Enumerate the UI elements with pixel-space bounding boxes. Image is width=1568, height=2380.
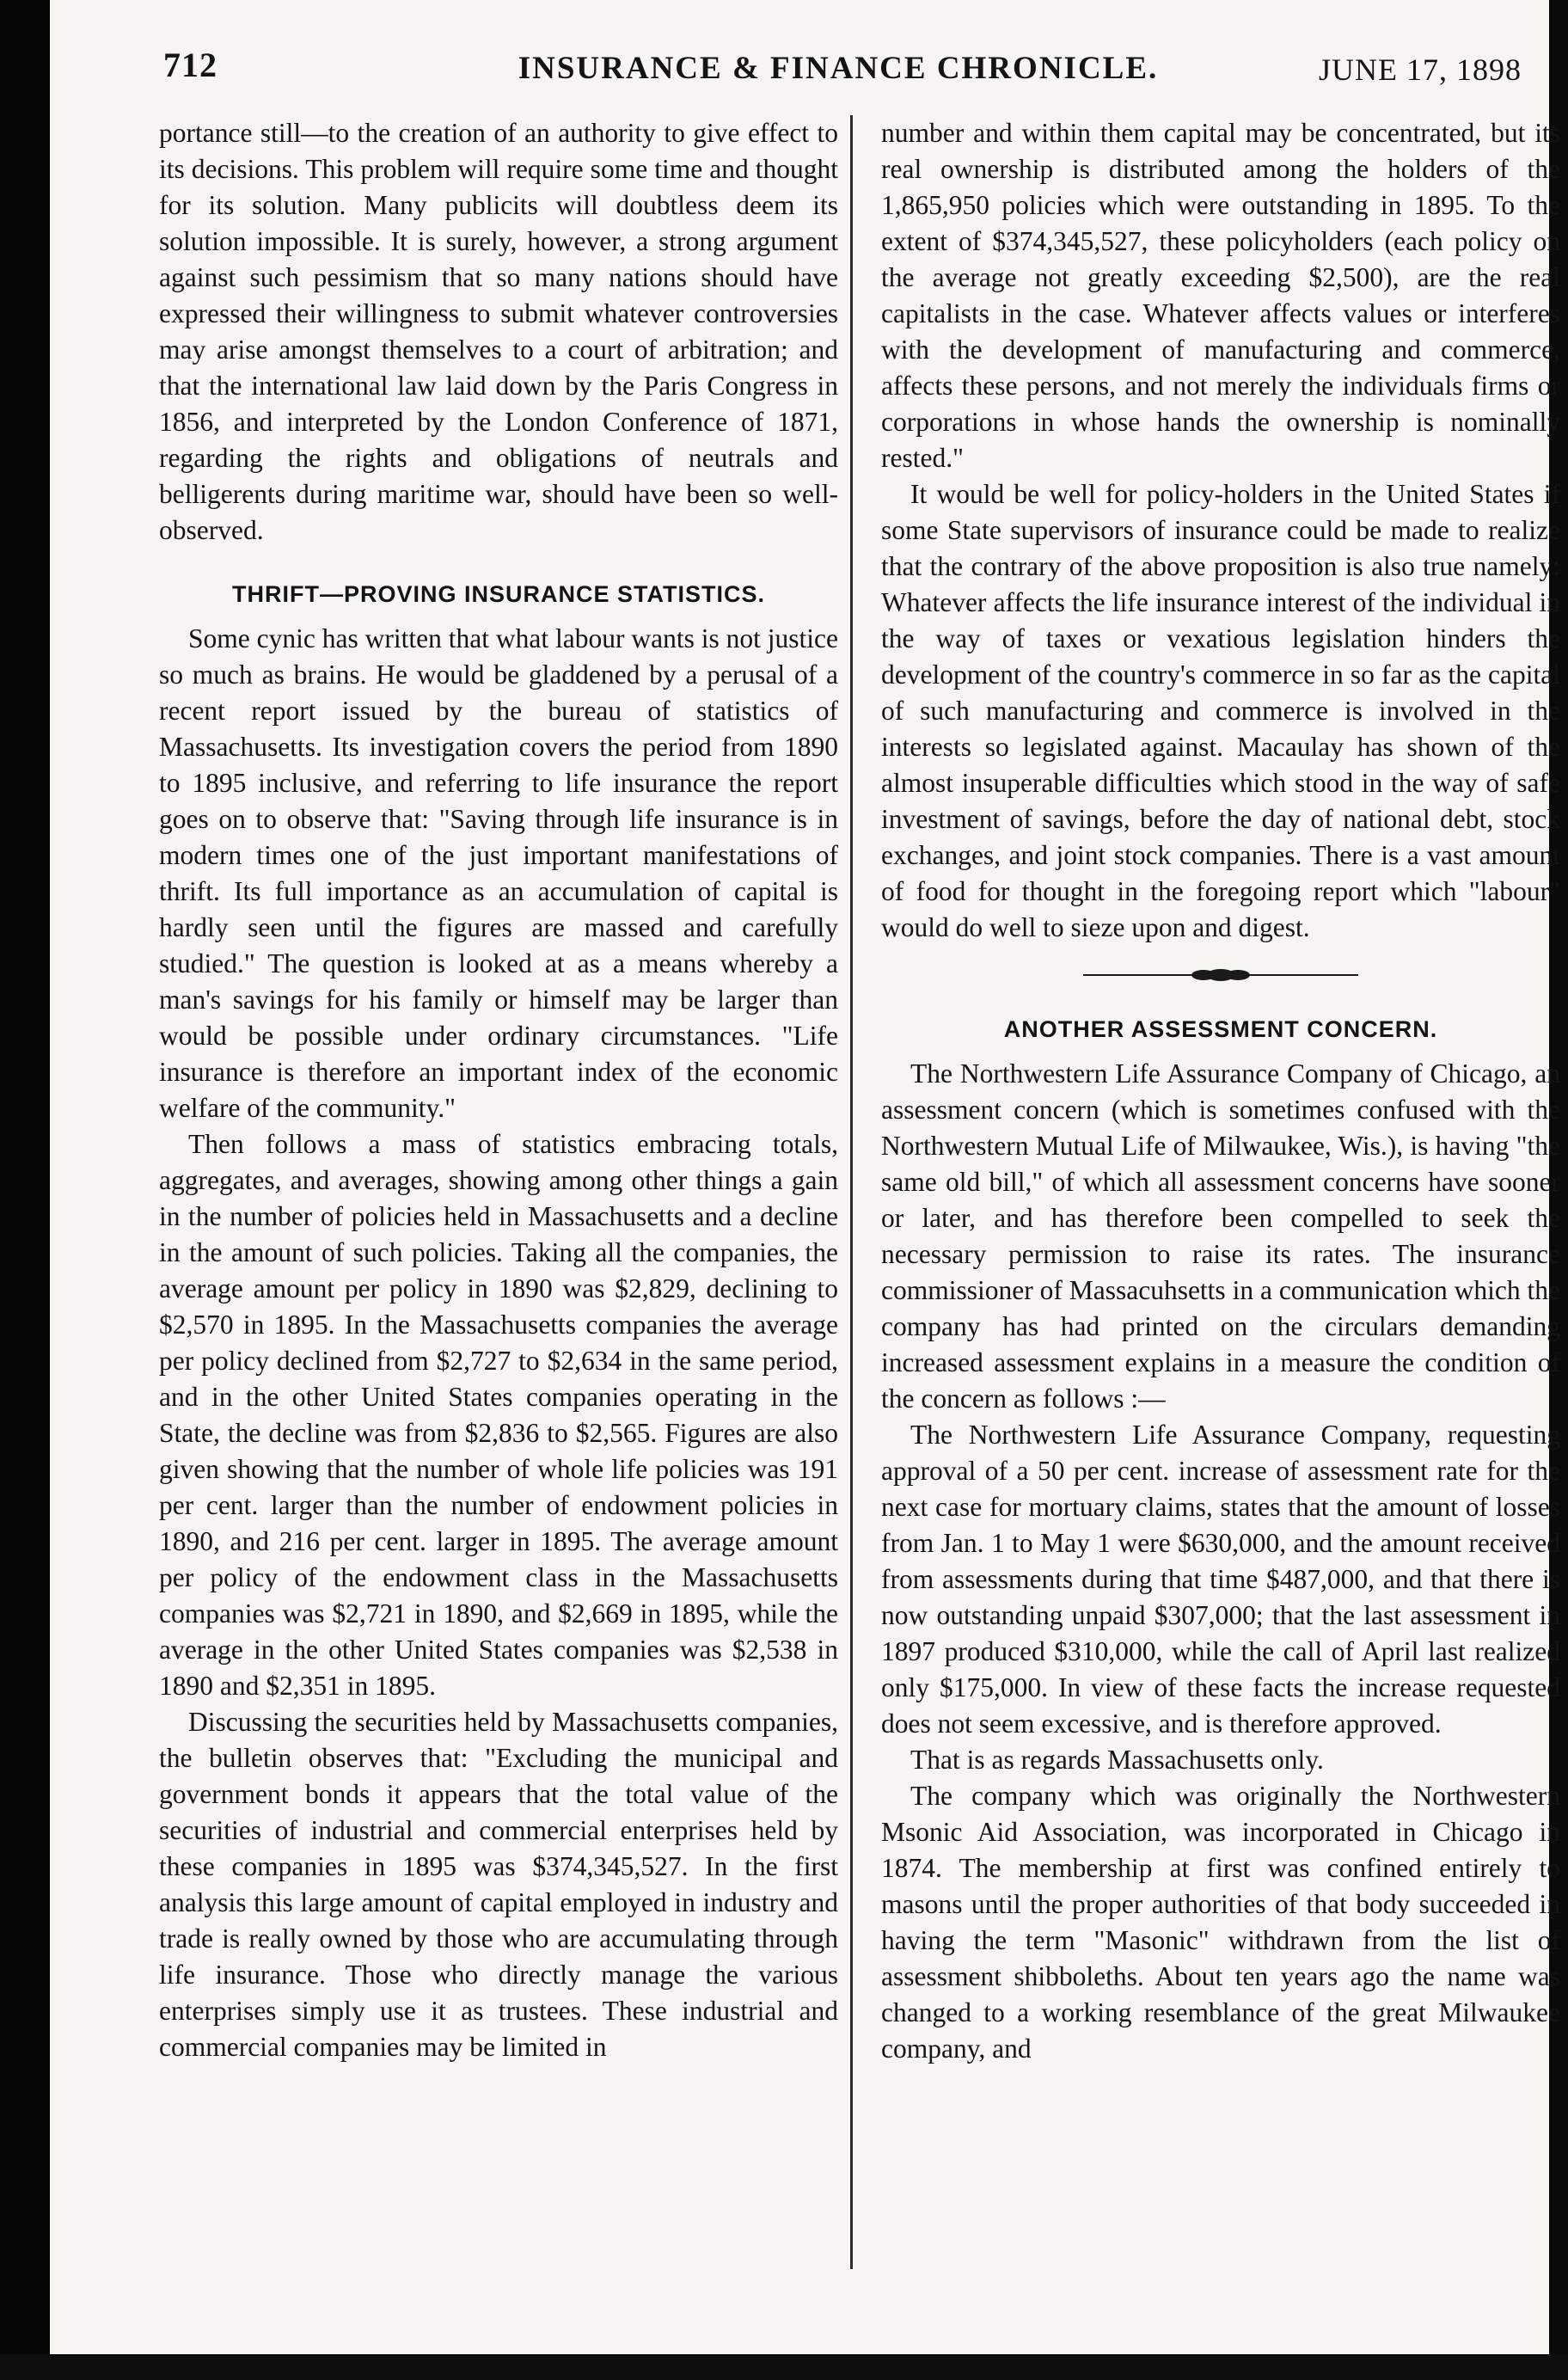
- issue-date: JUNE 17, 1898: [1319, 52, 1522, 87]
- publication-title: INSURANCE & FINANCE CHRONICLE.: [518, 51, 1159, 86]
- page-header: [155, 45, 1522, 105]
- paragraph-policy-holders: It would be well for policy-holders in the United States if some State supervisors of insurance could be made to realize that the contrary of the above proposition is also true namely: Whatever affects the life insurance interest of the individual in the way of taxes or vexatious legislation hinders the development of the country's commerce in so far as the capital of such manufacturing and commerce is involved in the interests so legislated against. Macaulay has shown of the almost insuperable difficulties which stood in the way of safe investment of savings, before the day of national debt, stock exchanges, and joint stock companies. There is a vast amount of food for thought in the foregoing report which "labour" would do well to sieze upon and digest.: [881, 479, 1560, 942]
- left-column: [159, 115, 838, 2065]
- paragraph-statistics: Then follows a mass of statistics embracing totals, aggregates, and averages, showing among other things a gain in the number of policies held in Massachusetts and a decline in the amount of such policies. Taking all the companies, the average amount per policy in 1890 was $2,829, declining to $2,570 in 1895. In the Massachusetts companies the average per policy declined from $2,727 to $2,634 in the same period, and in the other United States companies operating in the State, the decline was from $2,836 to $2,565. Figures are also given showing that the number of whole life policies was 191 per cent. larger than the number of endowment policies in 1890, and 216 per cent. larger in 1895. The average amount per policy of the endowment class in the Massachusetts companies was $2,721 in 1890, and $2,669 in 1895, while the average in the other United States companies was $2,538 in 1890 and $2,351 in 1895.: [159, 1129, 838, 1701]
- page-number: 712: [163, 46, 217, 84]
- heading-assessment-concern: ANOTHER ASSESSMENT CONCERN.: [1003, 1016, 1438, 1042]
- paragraph-capital-ownership: number and within them capital may be concentrated, but its real ownership is distributed among the holders of the 1,865,950 policies which were outstanding in 1895. To the extent of $374,345,527, these policyholders (each policy on the average not greatly exceeding $2,500), are the real capitalists in the case. Whatever affects values or interferes with the development of manufacturing and commerce, affects these persons, and not merely the individuals firms or corporations in whose hands the ownership is nominally rested.": [881, 118, 1560, 473]
- paragraph-securities: Discussing the securities held by Massachusetts companies, the bulletin observes that: "Excluding the municipal and government bonds it appears that the total value of the securities of industrial and commercial enterprises held by these companies in 1895 was $374,345,527. In the first analysis this large amount of capital employed in industry and trade is really owned by those who are accumulating through life insurance. Those who directly manage the various enterprises simply use it as trustees. These industrial and commercial companies may be limited in: [159, 1707, 838, 2062]
- paragraph-massachusetts-only: That is as regards Massachusetts only.: [910, 1745, 1324, 1775]
- column-divider: [850, 115, 853, 2269]
- heading-thrift-statistics: THRIFT—PROVING INSURANCE STATISTICS.: [231, 581, 765, 607]
- paragraph-arbitration: portance still—to the creation of an authority to give effect to its decisions. This problem will require some time and thought for its solution. Many publicits will doubtless deem its solution impossible. It is surely, however, a strong argument against such pessimism that so many nations should have expressed their willingness to submit whatever controversies may arise amongst themselves to a court of arbitration; and that the international law laid down by the Paris Congress in 1856, and interpreted by the London Conference of 1871, regarding the rights and obligations of neutrals and belligerents during maritime war, should have been so well-observed.: [159, 118, 838, 545]
- ornament-divider-icon: [1083, 966, 1358, 984]
- paragraph-northwestern: The Northwestern Life Assurance Company of Chicago, an assessment concern (which is sometimes confused with the Northwestern Mutual Life of Milwaukee, Wis.), is having "the same old bill," of which all assessment concerns have sooner or later, and has therefore been compelled to seek the necessary permission to raise its rates. The insurance commissioner of Massacuhsetts in a communication which the company has had printed on the circulars demanding increased assessment explains in a measure the condition of the concern as follows :—: [881, 1058, 1560, 1414]
- scan-edge-left: [0, 0, 50, 2380]
- right-column: [881, 115, 1560, 2067]
- scan-edge-bottom: [0, 2354, 1568, 2380]
- paragraph-company-history: The company which was originally the Northwestern Msonic Aid Association, was incorporated in Chicago in 1874. The membership at first was confined entirely to masons until the proper authorities of that body succeeded in having the term "Masonic" withdrawn from the list of assessment shibboleths. About ten years ago the name was changed to a working resemblance of the great Milwaukee company, and: [881, 1781, 1560, 2064]
- paragraph-commissioner-quote: The Northwestern Life Assurance Company, requesting approval of a 50 per cent. increase of assessment rate for the next case for mortuary claims, states that the amount of losses from Jan. 1 to May 1 were $630,000, and the amount received from assessments during that time $487,000, and that there is now outstanding unpaid $307,000; that the last assessment in 1897 produced $310,000, while the call of April last realized only $175,000. In view of these facts the increase requested does not seem excessive, and is therefore approved.: [881, 1420, 1560, 1739]
- paragraph-cynic: Some cynic has written that what labour wants is not justice so much as brains. He would be gladdened by a perusal of a recent report issued by the bureau of statistics of Massachusetts. Its investigation covers the period from 1890 to 1895 inclusive, and referring to life insurance the report goes on to observe that: "Saving through life insurance is in modern times one of the just important manifestations of thrift. Its full importance as an accumulation of capital is hardly seen until the figures are massed and carefully studied." The question is looked at as a means whereby a man's savings for his family or himself may be larger than would be possible under ordinary circumstances. "Life insurance is therefore an important index of the economic welfare of the community.": [159, 623, 838, 1123]
